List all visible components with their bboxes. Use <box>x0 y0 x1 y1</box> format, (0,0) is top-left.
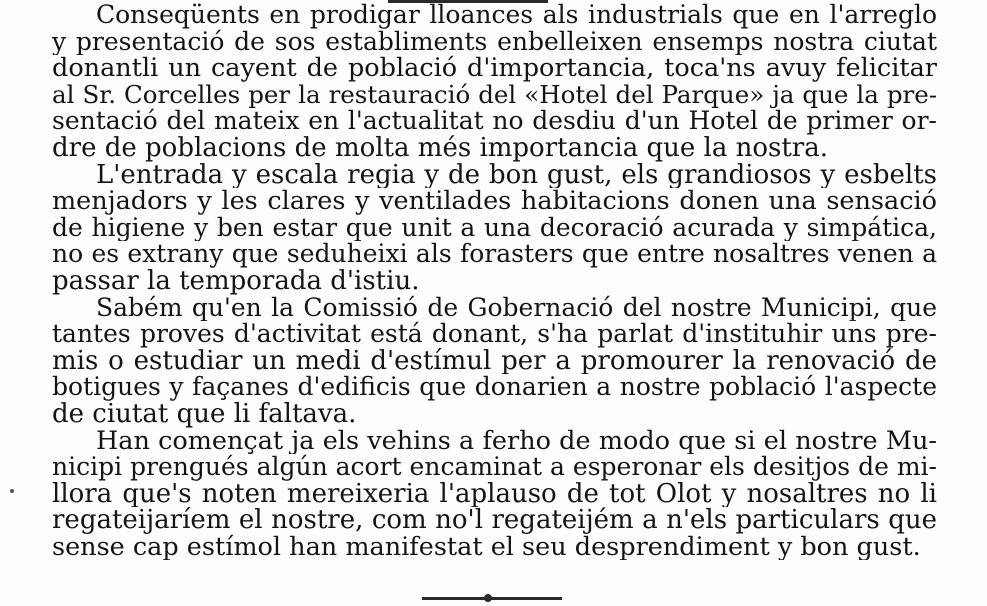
paragraph-4 <box>52 428 937 561</box>
paragraph-2 <box>52 162 937 295</box>
bottom-separator-rule <box>422 597 562 600</box>
paragraph-line: sentació del mateix en l'actualitat no desdiu d'un Hotel de primer or- <box>52 108 937 135</box>
paragraph-line: Conseqüents en prodigar lloances als industrials que en l'arreglo <box>96 2 937 29</box>
paragraph-line: dre de poblacions de molta més importancia que la nostra. <box>52 134 828 162</box>
paragraph-3 <box>52 295 937 428</box>
paragraph-line: y presentació de sos establiments enbelleixen ensemps nostra ciutat <box>52 28 937 56</box>
paragraph-line: passar la temporada d'istiu. <box>52 267 420 295</box>
bottom-separator-dot <box>484 594 492 602</box>
paragraph-line: menjadors y les clares y ventilades habitacions donen una sensació <box>52 188 937 215</box>
paragraph-line: regateijaríem el nostre, com no'l regateijém a n'els particulars que <box>52 507 937 534</box>
paragraph-line: tantes proves d'activitat está donant, s'ha parlat d'instituhir uns pre- <box>52 321 937 348</box>
paragraph-line: nicipi prengués algún acort encaminat a esperonar els desitjos de mi- <box>52 454 937 481</box>
article-body <box>52 2 937 560</box>
paragraph-line: no es extrany que seduheixi als forasters que entre nosaltres venen a <box>52 241 937 268</box>
paragraph-line: donantli un cayent de població d'importancia, toca'ns avuy felicitar <box>52 55 937 82</box>
paragraph-line: Han començat ja els vehins a ferho de modo que si el nostre Mu- <box>96 427 937 455</box>
paragraph-1 <box>52 2 937 162</box>
paragraph-line: L'entrada y escala regia y de bon gust, els grandiosos y esbelts <box>96 161 937 189</box>
print-speck <box>10 489 14 493</box>
paragraph-line: de higiene y ben estar que unit a una decoració acurada y simpática, <box>52 214 937 242</box>
paragraph-line: mis o estudiar un medi d'estímul per a promourer la renovació de <box>52 347 937 375</box>
paragraph-line: de ciutat que li faltava. <box>52 400 357 428</box>
paragraph-line: Sabém qu'en la Comissió de Gobernació del nostre Municipi, que <box>96 294 937 322</box>
paragraph-line: llora que's noten mereixeria l'aplauso de tot Olot y nosaltres no li <box>52 480 937 508</box>
paragraph-line: al Sr. Corcelles per la restauració del «Hotel del Parque» ja que la pre- <box>52 81 937 109</box>
paragraph-line: sense cap estímol han manifestat el seu desprendiment y bon gust. <box>52 533 921 561</box>
paragraph-line: botigues y façanes d'edificis que donarien a nostre població l'aspecte <box>52 374 937 401</box>
